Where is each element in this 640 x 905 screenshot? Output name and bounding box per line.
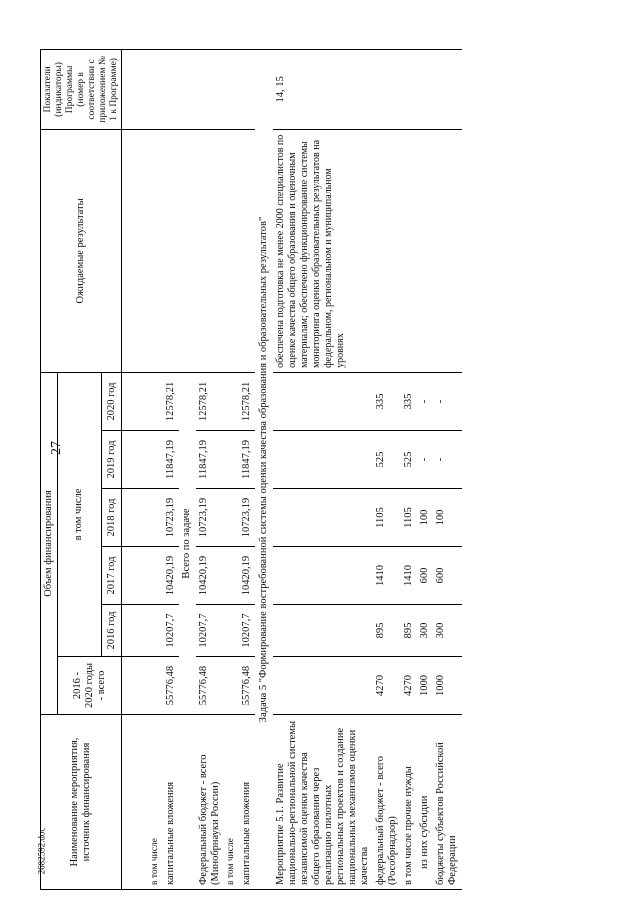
- cell-2020: 12578,21: [163, 372, 179, 430]
- cell-2018: 1105: [373, 489, 401, 547]
- table-row: [122, 49, 163, 889]
- footer-doc-name: 2682592.doc: [36, 827, 47, 875]
- cell-2017: 10420,19: [163, 547, 179, 605]
- cell-2019: 525: [401, 431, 417, 489]
- cell-2017: 600: [433, 547, 461, 605]
- cell-2020: 12578,21: [196, 372, 224, 430]
- cell-2019: -: [417, 431, 433, 489]
- row-label: в том числе прочие нужды: [401, 715, 417, 890]
- header-including: в том числе: [58, 372, 102, 656]
- total-by-task-label: Всего по задаче: [179, 372, 195, 714]
- header-funding-volume: Объем финансирования: [41, 372, 58, 714]
- funding-table: [40, 49, 462, 890]
- cell-total: 55776,48: [163, 657, 179, 715]
- cell-total: 4270: [373, 657, 401, 715]
- measure-expected-results: обеспечена подготовка не менее 2000 специалистов по оценке качества общего образования и оценочным материалам; обеспечено функционирование системы мониторинга оценки образовательных результатов на федеральном, региональном и муниципальном уровнях: [273, 129, 462, 372]
- cell-2020: 335: [373, 372, 401, 430]
- cell-2018: 100: [433, 489, 461, 547]
- cell-2018: 10723,19: [163, 489, 179, 547]
- cell-2018: 10723,19: [239, 489, 255, 547]
- cell-2019: -: [433, 431, 461, 489]
- cell-2020: -: [417, 372, 433, 430]
- table-row: [273, 49, 374, 889]
- cell-total: 55776,48: [239, 657, 255, 715]
- cell-total: 4270: [401, 657, 417, 715]
- table-row: [224, 49, 239, 889]
- cell-2017: 10420,19: [196, 547, 224, 605]
- header-expected-results: Ожидаемые результаты: [41, 129, 122, 372]
- cell-2020: 335: [401, 372, 417, 430]
- header-total-years: 2016 - 2020 годы - всего: [58, 657, 122, 715]
- cell-2019: 525: [373, 431, 401, 489]
- measure-indicators: 14, 15: [273, 49, 462, 129]
- header-year-2020: 2020 год: [101, 372, 122, 430]
- header-year-2018: 2018 год: [101, 489, 122, 547]
- cell-2019: 11847,19: [163, 431, 179, 489]
- page-number: 27: [49, 441, 64, 455]
- cell-2016: 895: [401, 605, 417, 657]
- row-label: в том числе: [224, 715, 239, 890]
- cell-2020: -: [433, 372, 461, 430]
- cell-2016: 300: [417, 605, 433, 657]
- row-label: капитальные вложения: [239, 715, 255, 890]
- cell-2017: 10420,19: [239, 547, 255, 605]
- cell-2017: 1410: [373, 547, 401, 605]
- row-label: из них субсидии: [417, 715, 433, 890]
- task5-title: Задача 5 "Формирование востребованной системы оценки качества образования и образовательных результатов": [255, 49, 273, 889]
- table-row: [179, 49, 195, 889]
- cell-total: 1000: [433, 657, 461, 715]
- table-row: [196, 49, 224, 889]
- table-row: [239, 49, 255, 889]
- header-indicators: Показатели (индикаторы) Программы (номер в соответствии с приложением № 1 к Программе): [41, 49, 122, 129]
- cell-2019: 11847,19: [196, 431, 224, 489]
- table-row: [255, 49, 273, 889]
- cell-2016: 10207,7: [163, 605, 179, 657]
- cell-2018: 1105: [401, 489, 417, 547]
- header-year-2019: 2019 год: [101, 431, 122, 489]
- cell-2019: 11847,19: [239, 431, 255, 489]
- row-label: бюджеты субъектов Российской Федерации: [433, 715, 461, 890]
- measure-title: Мероприятие 5.1. Развитие национально-региональной системы независимой оценки качества общего образования через реализацию пилотных региональных проектов и создание национальных механизмов оценки качества: [273, 715, 374, 890]
- header-year-2016: 2016 год: [101, 605, 122, 657]
- cell-2017: 600: [417, 547, 433, 605]
- table-row: [163, 49, 179, 889]
- cell-2017: 1410: [401, 547, 417, 605]
- rotated-page: [0, 45, 640, 895]
- cell-2016: 10207,7: [196, 605, 224, 657]
- cell-2016: 300: [433, 605, 461, 657]
- cell-2018: 10723,19: [196, 489, 224, 547]
- cell-2016: 10207,7: [239, 605, 255, 657]
- row-label: в том числе: [122, 715, 163, 890]
- cell-total: 55776,48: [196, 657, 224, 715]
- cell-2018: 100: [417, 489, 433, 547]
- cell-total: 1000: [417, 657, 433, 715]
- header-year-2017: 2017 год: [101, 547, 122, 605]
- row-label: Федеральный бюджет - всего (Минобрнауки России): [196, 715, 224, 890]
- cell-2016: 895: [373, 605, 401, 657]
- cell-2020: 12578,21: [239, 372, 255, 430]
- row-label: капитальные вложения: [163, 715, 179, 890]
- row-label: федеральный бюджет - всего (Рособрнадзор): [373, 715, 401, 890]
- header-name: Наименование мероприятия, источник финансирования: [41, 715, 122, 890]
